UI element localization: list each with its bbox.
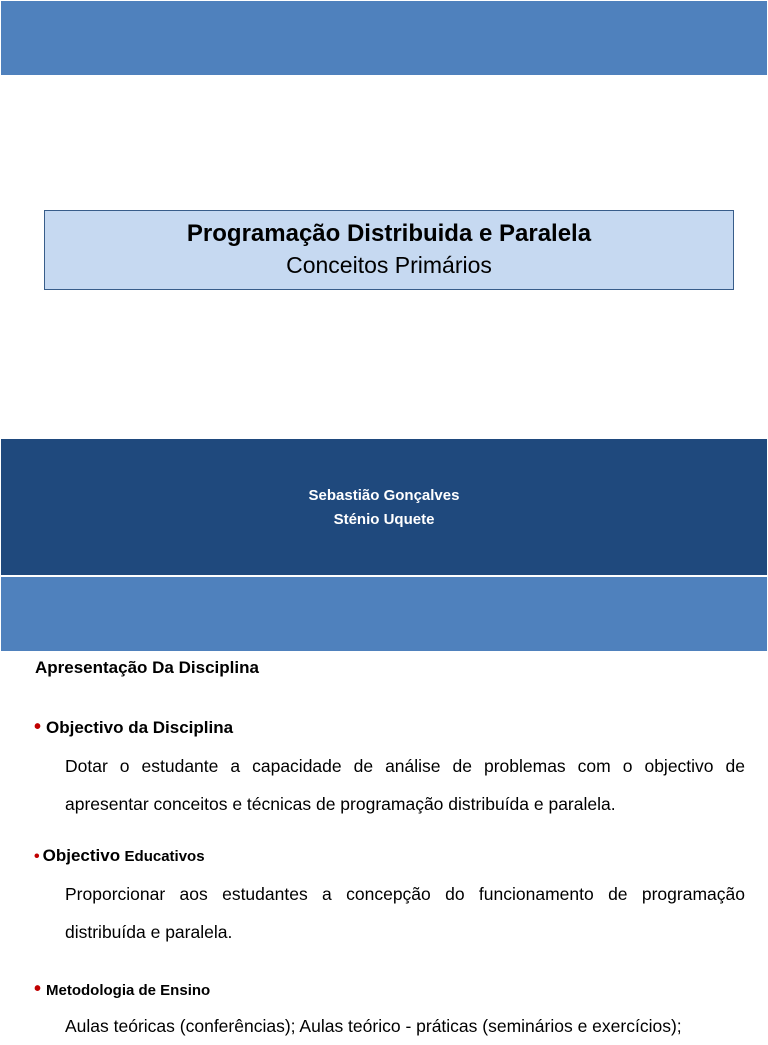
section-header-band [1, 577, 767, 651]
objective-discipline-heading: Objectivo da Disciplina [46, 718, 234, 737]
bullet-icon: • [34, 978, 42, 1000]
bullet-icon: • [34, 716, 42, 738]
bullet-objective-educational [34, 846, 205, 866]
bullet-objective-discipline [34, 716, 233, 739]
objective-educational-heading-small: Educativos [124, 848, 205, 865]
authors-band [1, 439, 767, 575]
methodology-heading: Metodologia de Ensino [46, 982, 211, 999]
author-name: Sténio Uquete [333, 511, 435, 528]
objective-educational-heading: Objectivo [42, 846, 121, 865]
section-title: Apresentação Da Disciplina [35, 658, 259, 677]
course-title: Programação Distribuida e Paralela [186, 220, 592, 247]
top-header-band [1, 1, 767, 75]
course-subtitle: Conceitos Primários [286, 252, 492, 278]
author-name: Sebastião Gonçalves [308, 487, 460, 504]
methodology-text: Aulas teóricas (conferências); Aulas teórico - práticas (seminários e exercícios); [65, 1016, 682, 1036]
bullet-methodology [34, 978, 210, 1001]
objective-educational-text: Proporcionar aos estudantes a concepção do funcionamento de programação distribuída e paralela. [65, 884, 745, 942]
title-box [44, 210, 734, 290]
bullet-icon: • [34, 848, 40, 865]
objective-discipline-text: Dotar o estudante a capacidade de análise de problemas com o objectivo de apresentar conceitos e técnicas de programação distribuída e paralela. [65, 756, 745, 814]
